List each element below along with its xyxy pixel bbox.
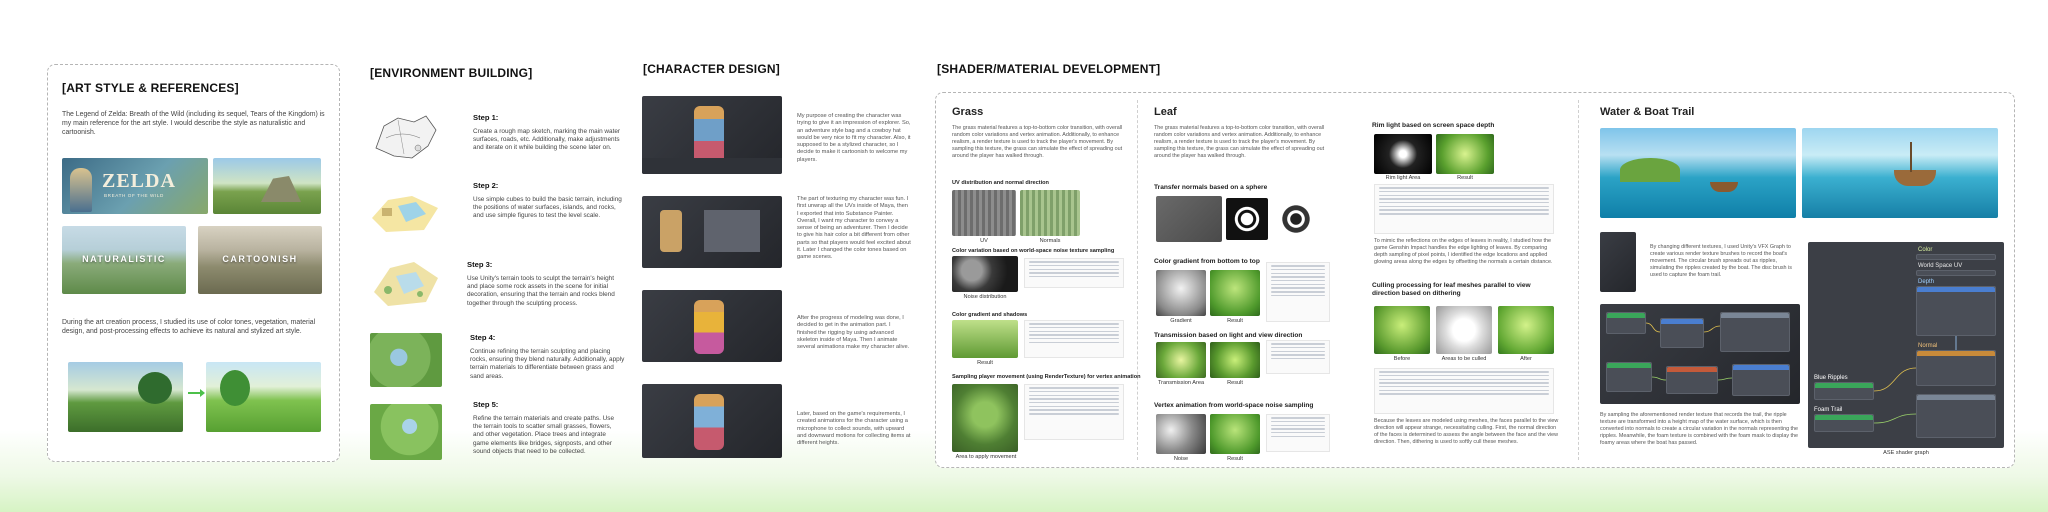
environment-heading: [ENVIRONMENT BUILDING] <box>370 66 533 80</box>
leaf-gradient-result-image <box>1210 270 1260 316</box>
water-text-2: By sampling the aforementioned render texture that records the trail, the ripple texture are transformed into a height map of the water surface, which is then converted into normals to create a circular variation in the normals representing the ripples. Meanwhile, the foam texture is combined with the foam mask to display the foamy areas where the boat has passed. <box>1600 412 1799 446</box>
node-color-label: Color <box>1918 247 1933 253</box>
grass-sec-uv: UV distribution and normal direction <box>952 180 1049 186</box>
reference-scene-image <box>68 362 183 432</box>
zelda-logo-image <box>62 158 208 214</box>
grass-movement-code <box>1024 384 1124 440</box>
grass-area-image <box>952 384 1018 452</box>
env-step-3-image <box>368 250 442 310</box>
leaf-after-caption: After <box>1520 356 1532 362</box>
zelda-logo-text: ZELDA <box>102 170 176 192</box>
boat-shape <box>1710 182 1738 192</box>
blockout-terrain-icon <box>368 178 442 236</box>
leaf-after-image <box>1498 306 1554 354</box>
grass-gradient-code <box>1024 320 1124 358</box>
leaf-title: Leaf <box>1154 106 1177 118</box>
grass-noise-image <box>952 256 1018 292</box>
grass-area-caption: Area to apply movement <box>955 454 1017 460</box>
env-step-4-text: Continue refining the terrain sculpting and placing rocks, ensuring they blend naturally. Additionally, apply terrain materials to differentiate between grass and sand areas. <box>470 348 625 380</box>
grass-result-caption: Result <box>977 360 993 366</box>
grass-uv-caption: UV <box>980 238 988 244</box>
tree-shape <box>138 372 172 404</box>
character-texture-screenshot <box>642 196 782 268</box>
grass-normals-caption: Normals <box>1039 238 1061 244</box>
leaf-before-image <box>1374 306 1430 354</box>
leaf-rim-code <box>1374 184 1554 234</box>
env-step-2-title: Step 2: <box>473 181 499 190</box>
zelda-logo-subtitle: BREATH OF THE WILD <box>104 193 164 198</box>
leaf-sec-normals: Transfer normals based on a sphere <box>1154 184 1268 191</box>
leaf-sec-gradient: Color gradient from bottom to top <box>1154 258 1260 265</box>
leaf-cull-title: Culling processing for leaf meshes parallel to view direction based on dithering <box>1372 282 1531 297</box>
leaf-sec-transmission: Transmission based on light and view direction <box>1154 332 1303 339</box>
art-style-heading: [ART STYLE & REFERENCES] <box>62 81 239 95</box>
env-step-1-text: Create a rough map sketch, marking the main water surfaces, roads, etc. Additionally, make adjustments and iterate on it while building the scene later on. <box>473 128 621 152</box>
character-figure <box>694 106 724 164</box>
node-uv-label: World Space UV <box>1918 263 1963 269</box>
botw-landscape-image <box>213 158 321 214</box>
leaf-normals-image <box>1226 198 1268 240</box>
ase-graph-caption: ASE shader graph <box>1883 450 1929 456</box>
node-blue-label: Blue Ripples <box>1814 375 1848 381</box>
leaf-transmission-result-image <box>1210 342 1260 378</box>
grass-sec-gradient: Color gradient and shadows <box>952 312 1028 318</box>
art-style-intro: The Legend of Zelda: Breath of the Wild (including its sequel, Tears of the Kingdom) is my main reference for the art style. I would describe the style as naturalistic and cartoonish. <box>62 111 325 136</box>
divider-2 <box>1578 100 1579 460</box>
grass-intro: The grass material features a top-to-bottom color transition, with overall random color variations and vertex animation. Additionally, to enhance realism, a render texture is used to track the player's movement. By sampling this texture, the grass can simulate the effect of spreading out around the player has walked through. <box>952 125 1123 159</box>
leaf-rim-caption: Rim light Area <box>1385 175 1421 181</box>
leaf-noise-caption: Noise <box>1173 456 1189 462</box>
env-step-3-text: Use Unity's terrain tools to sculpt the terrain's height and place some rock assets in the scene for initial decoration, ensuring that the terrain and rocks blend together through the sculpting process. <box>467 275 615 307</box>
leaf-rim-image <box>1374 134 1432 174</box>
node-foam-label: Foam Trail <box>1814 407 1843 413</box>
leaf-gradient-code <box>1266 262 1330 322</box>
recreated-scene-image <box>206 362 321 432</box>
node-normal-label: Normal <box>1918 343 1938 349</box>
island-shape <box>1620 158 1680 182</box>
env-step-1-image <box>368 108 442 166</box>
character-para-2: The part of texturing my character was fun. I first unwrap all the UVs inside of Maya, then I exported that into Substance Painter. Overall, I want my character to convey a sense of being an adventurer. Then I decide to give his hair color a bit different from other parts so that players would feel excited about it. Later I changed the color tones based on game scenes. <box>797 196 911 261</box>
leaf-gradient-caption: Gradient <box>1170 318 1192 324</box>
leaf-sec-vertex: Vertex animation from world-space noise sampling <box>1154 402 1314 409</box>
cartoonish-image <box>198 226 322 294</box>
grass-result-image <box>952 320 1018 358</box>
grass-uv-image <box>952 190 1016 236</box>
env-step-2-text: Use simple cubes to build the basic terrain, including the positions of water surfaces, islands, and rocks, and use simple figures to test the level scale. <box>473 196 622 220</box>
shader-heading: [SHADER/MATERIAL DEVELOPMENT] <box>937 62 1161 76</box>
leaf-rim-title: Rim light based on screen space depth <box>1372 122 1495 129</box>
env-step-5-title: Step 5: <box>473 400 499 409</box>
ase-shader-graph <box>1808 242 2004 448</box>
grass-sec-movement: Sampling player movement (using RenderTexture) for vertex animation <box>952 374 1141 380</box>
cartoonish-label: CARTOONISH <box>222 254 298 264</box>
character-para-3: After the progress of modeling was done, I decided to get in the animation part. I finished the rigging by using advanced skeleton inside of Maya. Then I animate several animations make my character alive. <box>797 315 910 351</box>
character-animation-screenshot <box>642 384 782 458</box>
map-sketch-icon <box>368 108 442 166</box>
character-rig-screenshot <box>642 290 782 362</box>
naturalistic-image <box>62 226 186 294</box>
character-heading: [CHARACTER DESIGN] <box>643 62 780 76</box>
leaf-gradient-result-caption: Result <box>1227 318 1243 324</box>
graph-wires <box>1600 304 1800 404</box>
leaf-rim-text: To mimic the reflections on the edges of leaves in reality, I studied how the game Genshin Impact handles the edge lighting of leaves. By comparing depth sampling of pixel points, I identified the edge locations and applied glowing areas along the edges by offsetting the normals a certain distance. <box>1374 238 1553 265</box>
leaf-vertex-code <box>1266 414 1330 452</box>
env-step-5-text: Refine the terrain materials and create paths. Use the terrain tools to scatter small grasses, flowers, and other vegetation. Place trees and integrate game elements like bridges, signposts, and other sound objects that need to be collected. <box>473 415 615 455</box>
leaf-cull-text: Because the leaves are modeled using meshes, the faces parallel to the view direction will appear strange, necessitating culling. First, the normal direction of the faces is determined to assess the angle between the face and the view direction. Then, dithering is used to softly cull these meshes. <box>1374 418 1559 445</box>
leaf-intro: The grass material features a top-to-bottom color transition, with overall random color variations and vertex animation. Additionally, to enhance realism, a render texture is used to track the player's movement. By sampling this texture, the grass can simulate the effect of spreading out around the player has walked through. <box>1154 125 1325 159</box>
grass-noise-code <box>1024 258 1124 288</box>
grid-floor <box>642 158 782 174</box>
env-step-3-title: Step 3: <box>467 260 493 269</box>
grass-title: Grass <box>952 106 984 118</box>
boat-shape <box>1894 170 1936 186</box>
leaf-vertex-result-image <box>1210 414 1260 454</box>
leaf-noise-image <box>1156 414 1206 454</box>
grass-normals-image <box>1020 190 1080 236</box>
naturalistic-label: NATURALISTIC <box>82 254 166 264</box>
water-text-1: By changing different textures, I used Unity's VFX Graph to create various render texture brushes to record the boat's movement. The circular brush spreads out as ripples, simulating the ripples created by the boat. The disc brush is used to capture the foam trail. <box>1650 244 1792 278</box>
leaf-before-caption: Before <box>1393 356 1411 362</box>
cliff-shape <box>261 176 301 202</box>
leaf-culled-caption: Areas to be culled <box>1441 356 1487 362</box>
env-step-4-title: Step 4: <box>470 333 496 342</box>
leaf-transmission-code <box>1266 340 1330 374</box>
art-style-outro: During the art creation process, I studied its use of color tones, vegetation, material design, and post-processing effects to achieve its natural and stylized art style. <box>62 319 316 335</box>
anim-figure <box>694 394 724 450</box>
texture-swatch <box>704 210 760 252</box>
uv-figure <box>660 210 682 252</box>
character-model-screenshot <box>642 96 782 174</box>
leaf-gradient-image <box>1156 270 1206 316</box>
character-para-4: Later, based on the game's requirements, I created animations for the character using a microphone to collect sounds, with upward and downward motions for collecting items at different heights. <box>797 411 911 447</box>
env-step-4-image <box>370 333 442 387</box>
sculpted-terrain-icon <box>368 250 442 310</box>
leaf-dither-image <box>1274 198 1318 240</box>
grass-sec-noise: Color variation based on world-space noise texture sampling <box>952 248 1115 254</box>
water-title: Water & Boat Trail <box>1600 106 1695 118</box>
tree-shape <box>220 370 250 406</box>
water-node-graph-left <box>1600 304 1800 404</box>
vfx-graph-image <box>1600 232 1636 292</box>
graph-wires <box>1808 242 2004 448</box>
leaf-transmission-caption: Transmission Area <box>1157 380 1205 386</box>
leaf-transmission-result-caption: Result <box>1227 380 1243 386</box>
character-para-1: My purpose of creating the character was trying to give it an impression of explorer. So, an adventure style bag and a cowboy hat would be very nice to fit my character. Also, it supposed to be a stylized character, so I decide to make it cartoonish to welcome my players. <box>797 113 911 163</box>
link-figure-art <box>70 168 92 212</box>
leaf-cull-code <box>1374 368 1554 414</box>
leaf-vertex-result-caption: Result <box>1227 456 1243 462</box>
leaf-transmission-image <box>1156 342 1206 378</box>
grass-noise-caption: Noise distribution <box>963 294 1007 300</box>
env-step-1-title: Step 1: <box>473 113 499 122</box>
sail-shape <box>1910 142 1912 172</box>
divider-1 <box>1137 100 1138 460</box>
water-scene-image-1 <box>1600 128 1796 218</box>
water-scene-image-2 <box>1802 128 1998 218</box>
rig-figure <box>694 300 724 354</box>
node-depth-label: Depth <box>1918 279 1935 285</box>
env-step-5-image <box>370 404 442 460</box>
arrow-right-icon <box>188 392 202 394</box>
leaf-rim-result-caption: Result <box>1457 175 1473 181</box>
leaf-culled-image <box>1436 306 1492 354</box>
leaf-rim-result-image <box>1436 134 1494 174</box>
leaf-sphere-image <box>1156 196 1222 242</box>
env-step-2-image <box>368 178 442 236</box>
